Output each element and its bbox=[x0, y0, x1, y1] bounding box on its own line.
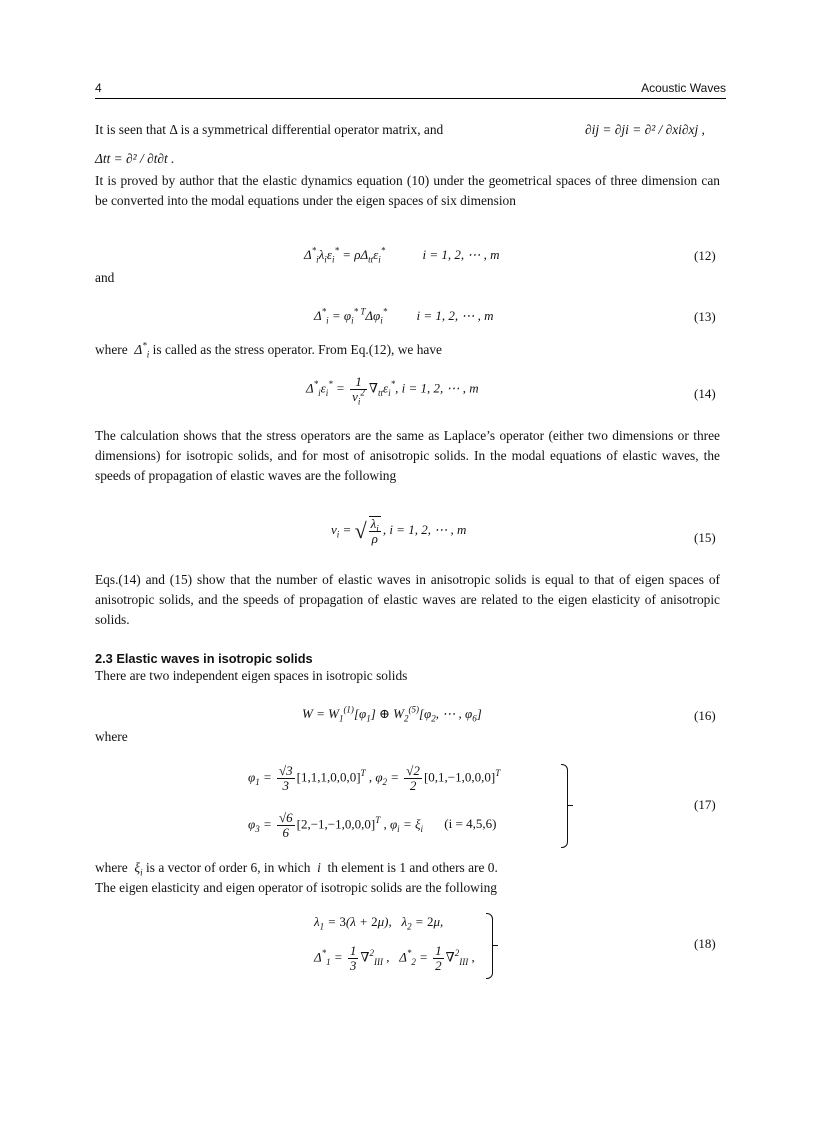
equation-17-line-1: $\varphi_1$ = $\frac{√3}{3}$ $[1,1,1,0,0,0]^T$ , $\varphi_2$ = $\frac{√2}{2}$ $[0,1,-1,0,0,0]^T$ bbox=[248, 763, 501, 793]
paragraph-1-line-1 bbox=[95, 120, 720, 140]
equation-14-number: (14) bbox=[694, 386, 716, 401]
equation-13-range: i = 1, 2, ⋯ , m bbox=[416, 308, 494, 323]
equation-12: $\Delta^*_i\lambda_i\varepsilon_i^* = \rho\Delta_{tt}\varepsilon_i^*$ i = 1, 2, ⋯ , m bbox=[304, 245, 500, 265]
xi-definition-line: where $\xi_i$ is a vector of order 6, in which i th element is 1 and others are 0. bbox=[95, 860, 498, 878]
paragraph-5: There are two independent eigen spaces in isotropic solids bbox=[95, 668, 408, 683]
equation-15-number: (15) bbox=[694, 530, 716, 545]
page-number: 4 bbox=[95, 81, 102, 95]
running-title: Acoustic Waves bbox=[641, 81, 726, 95]
delta-tt-definition: Δtt = ∂² / ∂t∂t . bbox=[95, 151, 175, 166]
equation-18-number: (18) bbox=[694, 936, 716, 951]
equation-17-number: (17) bbox=[694, 797, 716, 812]
equation-15: $v_i$ = √ $\frac{\lambda_i}{\rho}$ , i = 1, 2, ⋯ , m bbox=[331, 516, 467, 546]
equation-18-line-1: $\lambda_1 = 3(\lambda + 2\mu)$, $\lambda_2 = 2\mu$, bbox=[314, 914, 444, 932]
stress-operator-text: is called as the stress operator. From Eq.(12), we have bbox=[152, 342, 442, 357]
xi-text-2: th element is 1 and others are 0. bbox=[327, 860, 498, 875]
equation-16-number: (16) bbox=[694, 708, 716, 723]
eq18-brace-tip bbox=[492, 945, 498, 946]
paragraph-6: The eigen elasticity and eigen operator of isotropic solids are the following bbox=[95, 880, 497, 895]
where-text-3: where bbox=[95, 860, 128, 875]
equation-15-range: , i = 1, 2, ⋯ , m bbox=[382, 521, 467, 537]
equation-14: $\Delta^*_i\varepsilon_i^*$ = $\frac{1}{v_i^2}$ $\nabla_{tt}\varepsilon_i^*$, i = 1, 2, ⋯ , m bbox=[306, 374, 479, 407]
equation-13-number: (13) bbox=[694, 309, 716, 324]
equation-13: $\Delta^*_i = \varphi_i^{* T}\Delta\varphi_i^*$ i = 1, 2, ⋯ , m bbox=[314, 306, 494, 326]
equation-12-number: (12) bbox=[694, 248, 716, 263]
stress-operator-line: where $\Delta^*_i$ is called as the stress operator. From Eq.(12), we have bbox=[95, 340, 442, 360]
eq17-vector-3: [2,−1,−1,0,0,0] bbox=[296, 816, 376, 832]
paragraph-2: It is proved by author that the elastic dynamics equation (10) under the geometrical spaces of three dimension can be converted into the modal equations under the eigen spaces of six dimension bbox=[95, 173, 720, 208]
equation-14-range: , i = 1, 2, ⋯ , m bbox=[395, 380, 479, 396]
eq17-vector-1: [1,1,1,0,0,0] bbox=[296, 769, 361, 785]
section-heading: 2.3 Elastic waves in isotropic solids bbox=[95, 651, 313, 666]
equation-12-range: i = 1, 2, ⋯ , m bbox=[422, 247, 500, 262]
and-text: and bbox=[95, 270, 115, 285]
paragraph-1-text: It is seen that Δ is a symmetrical differential operator matrix, and bbox=[95, 122, 444, 137]
equation-18-line-2: $\Delta^*_1$ = $\frac{1}{3}$ ∇$^2_{III}$ , $\Delta^*_2$ = $\frac{1}{2}$ ∇$^2_{III}$ , bbox=[314, 943, 475, 973]
paragraph-3: The calculation shows that the stress operators are the same as Laplace’s operator (either two dimensions or three dimensions) for isotropic solids, and for most of anisotropic solids. In the modal equations of elastic waves, the speeds of propagation of elastic waves are the following bbox=[95, 428, 720, 483]
paragraph-4: Eqs.(14) and (15) show that the number of elastic waves in anisotropic solids is equal to that of eigen spaces of anisotropic solids, and the speeds of propagation of elastic waves are related to the eigen elasticity of anisotropic solids. bbox=[95, 572, 720, 627]
where-text-2: where bbox=[95, 729, 128, 744]
page-header bbox=[95, 78, 726, 99]
eq17-brace bbox=[561, 764, 568, 848]
equation-16: $W = W_1^{(1)}[\varphi_1]$ ⊕ $W_2^{(5)}[\varphi_2$, ⋯ , $\varphi_6$] bbox=[302, 704, 482, 724]
eq17-brace-tip bbox=[567, 805, 573, 806]
xi-text: is a vector of order 6, in which bbox=[146, 860, 311, 875]
eq18-brace bbox=[486, 913, 493, 979]
partial-derivative-definition: ∂ij = ∂ji = ∂² / ∂xi∂xj , bbox=[585, 122, 705, 137]
eq17-condition: (i = 4,5,6) bbox=[444, 816, 497, 832]
equation-17-line-2: $\varphi_3$ = $\frac{√6}{6}$ $[2,-1,-1,0,0,0]^T$ , $\varphi_i = \xi_i$ (i = 4,5,6) bbox=[248, 810, 497, 840]
eq17-vector-2: [0,1,−1,0,0,0] bbox=[423, 769, 496, 785]
where-text: where bbox=[95, 342, 128, 357]
